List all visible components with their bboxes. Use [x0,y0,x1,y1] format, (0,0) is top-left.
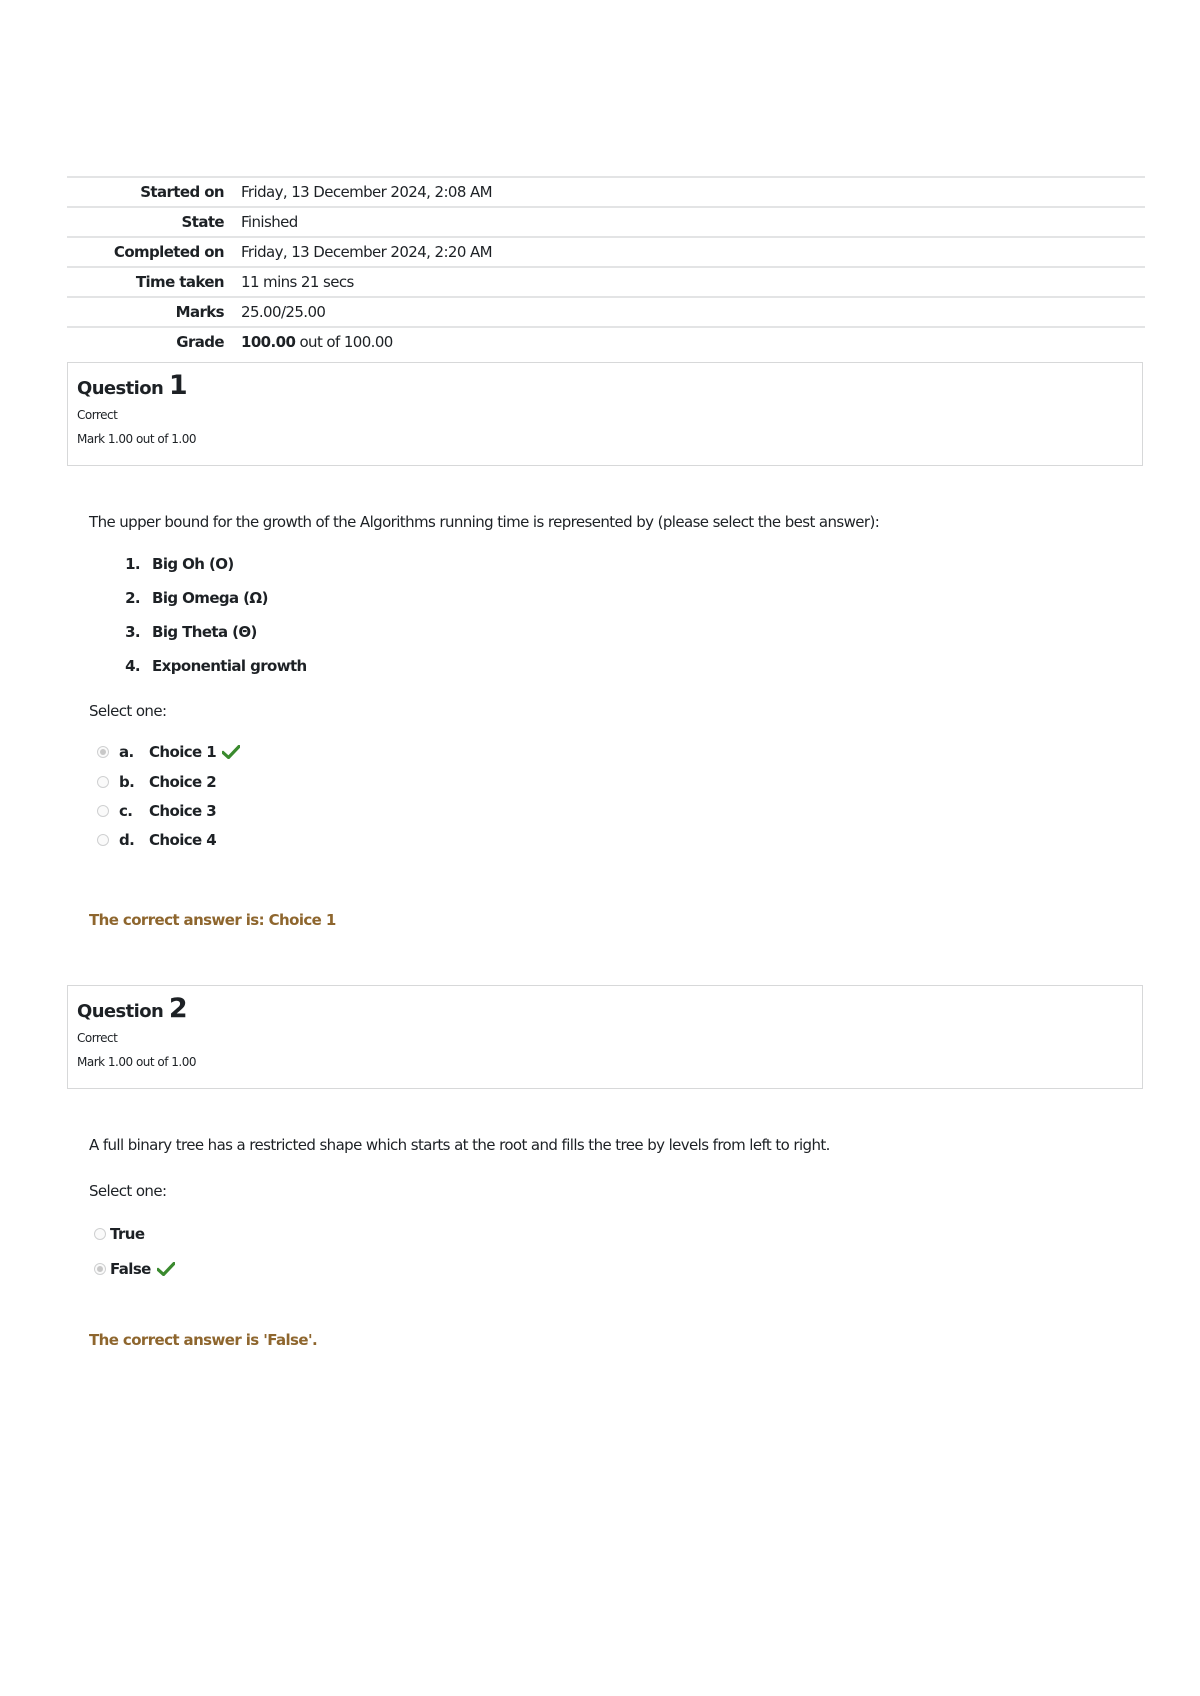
list-item [112,581,307,615]
grade-value: 100.00 [241,333,296,351]
summary-value [241,333,393,351]
list-item [112,649,307,683]
option-text: Choice 4 [149,830,217,849]
option-letter: a. [119,743,134,761]
question-label: Question [77,1001,164,1022]
summary-label: Started on [140,183,224,201]
summary-row-marks [67,296,1145,326]
question-label: Question [77,378,164,399]
option-letter: c. [119,801,133,820]
option-text: True [110,1224,145,1243]
summary-row-time-taken [67,266,1145,296]
summary-label: State [181,213,224,231]
list-number: 2. [125,589,140,607]
list-number: 4. [125,657,140,675]
summary-value: 25.00/25.00 [241,303,326,321]
list-text: Big Theta (Θ) [152,623,257,641]
question-number: 1 [168,370,188,401]
select-one-label: Select one: [89,1182,167,1200]
question-1-choice-list [112,547,307,683]
answer-option-b[interactable] [97,767,240,796]
summary-value: Friday, 13 December 2024, 2:08 AM [241,183,492,201]
answer-option-c[interactable] [97,796,240,825]
question-2-answers [94,1216,175,1286]
question-2-info [67,985,1143,1089]
option-text: False [110,1259,151,1278]
radio-icon[interactable] [97,746,109,758]
answer-option-true[interactable] [94,1216,175,1251]
summary-row-completed [67,236,1145,266]
summary-row-state [67,206,1145,236]
radio-icon[interactable] [97,805,109,817]
summary-label: Time taken [135,273,224,291]
summary-value: Finished [241,213,298,231]
answer-option-a[interactable] [97,737,240,767]
list-number: 1. [125,555,140,573]
list-text: Exponential growth [152,657,307,675]
radio-icon[interactable] [97,834,109,846]
list-item [112,547,307,581]
answer-option-d[interactable] [97,825,240,854]
radio-icon[interactable] [97,776,109,788]
summary-label: Completed on [113,243,224,261]
summary-row-grade [67,326,1145,356]
question-mark: Mark 1.00 out of 1.00 [77,1055,197,1069]
summary-label: Marks [175,303,224,321]
question-state: Correct [77,408,118,422]
check-icon [157,1262,175,1276]
summary-value: 11 mins 21 secs [241,273,354,291]
question-1-info [67,362,1143,466]
list-item [112,615,307,649]
select-one-label: Select one: [89,702,167,720]
list-number: 3. [125,623,140,641]
summary-row-started [67,176,1145,206]
question-number: 2 [168,993,188,1024]
option-text: Choice 2 [149,772,217,791]
grade-out-of: out of 100.00 [295,333,393,351]
summary-value: Friday, 13 December 2024, 2:20 AM [241,243,492,261]
option-text: Choice 3 [149,801,217,820]
summary-label: Grade [176,333,224,351]
question-1-feedback: The correct answer is: Choice 1 [89,911,336,929]
question-title [77,994,1142,1027]
option-letter: d. [119,830,135,849]
radio-icon[interactable] [94,1228,106,1240]
check-icon [222,745,240,759]
answer-option-false[interactable] [94,1251,175,1286]
attempt-summary-table [67,176,1145,356]
list-text: Big Omega (Ω) [152,589,268,607]
option-text: Choice 1 [149,743,217,761]
question-title [77,371,1142,404]
question-2-text: A full binary tree has a restricted shape which starts at the root and fills the tree by levels from left to right. [89,1136,830,1154]
question-mark: Mark 1.00 out of 1.00 [77,432,197,446]
radio-icon[interactable] [94,1263,106,1275]
list-text: Big Oh (O) [152,555,234,573]
question-1-text: The upper bound for the growth of the Algorithms running time is represented by (please select the best answer): [89,513,880,531]
question-1-answers [97,737,240,854]
question-2-feedback: The correct answer is 'False'. [89,1331,318,1349]
question-state: Correct [77,1031,118,1045]
option-letter: b. [119,772,135,791]
